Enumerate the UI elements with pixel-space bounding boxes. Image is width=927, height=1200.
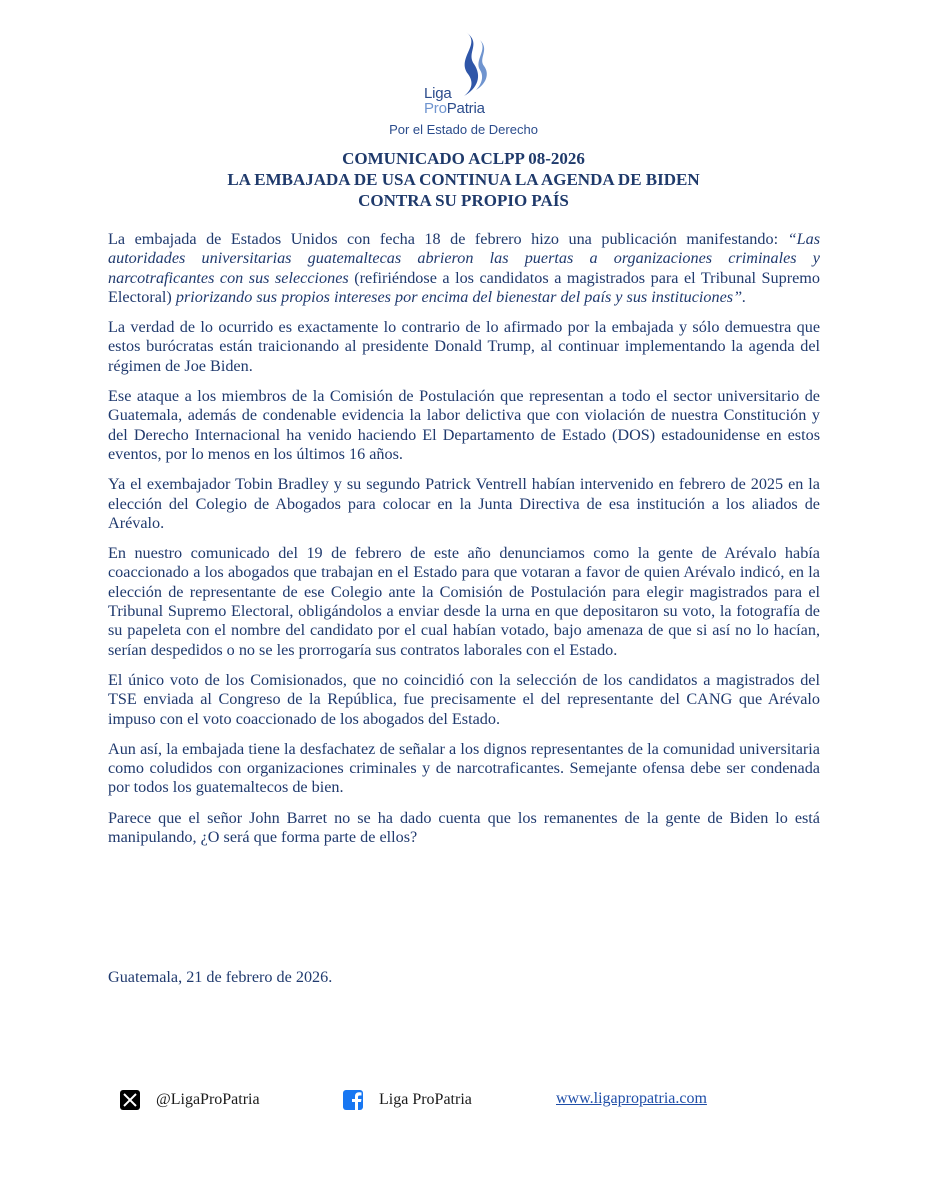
document-body [108, 230, 820, 858]
headline-line1: COMUNICADO ACLPP 08-2026 [342, 149, 585, 168]
headline [0, 148, 927, 211]
headline-line3: CONTRA SU PROPIO PAÍS [358, 191, 569, 210]
logo-name-pro: Pro [424, 100, 447, 117]
logo-name-patria: Patria [446, 100, 485, 117]
paragraph-7: Aun así, la embajada tiene la desfachatez de señalar a los dignos representantes de la comunidad universitaria como coludidos con organizaciones criminales y de narcotraficantes. Semejante ofensa debe ser condenada por todos los guatemaltecos de bien. [108, 739, 820, 797]
x-handle: @LigaProPatria [156, 1091, 260, 1108]
paragraph-6: El único voto de los Comisionados, que no coincidió con la selección de los candidatos a magistrados del TSE enviada al Congreso de la República, fue precisamente el del representante del CANG que Arévalo impuso con el voto coaccionado de los abogados del Estado. [108, 670, 820, 728]
facebook-link[interactable] [343, 1090, 472, 1110]
signoff-date: Guatemala, 21 de febrero de 2026. [108, 968, 333, 986]
tagline: Por el Estado de Derecho [389, 122, 538, 137]
paragraph-5: En nuestro comunicado del 19 de febrero de este año denunciamos como la gente de Arévalo había coaccionado a los abogados que trabajan en el Estado para que votaran a favor de quien Arévalo indicó, en la elección de representante de ese Colegio ante la Comisión de Postulación para elegir magistrados para el Tribunal Supremo Electoral, obligándolos a enviar desde la urna en que depositaron su voto, la fotografía de su papeleta con el nombre del candidato por el cual habían votado, bajo amenaza de que si así no lo hacían, serían despedidos o no se les prorrogaría sus contratos laborales con el Estado. [108, 544, 820, 659]
paragraph-4: Ya el exembajador Tobin Bradley y su segundo Patrick Ventrell habían intervenido en febrero de 2025 en la elección del Colegio de Abogados para colocar en la Junta Directiva de esa institución a los aliados de Arévalo. [108, 475, 820, 532]
paragraph-1-aside: (refiriéndose a los candidatos a magistrados para el Tribunal Supremo Electoral) [108, 268, 820, 306]
x-link[interactable] [120, 1090, 260, 1110]
flame-logo-icon [452, 28, 492, 98]
paragraph-1 [108, 230, 820, 307]
logo-name-line2 [424, 101, 485, 116]
paragraph-1-intro: La embajada de Estados Unidos con fecha 18 de febrero hizo una publicación manifestando: [108, 230, 788, 248]
logo-name-line1: Liga [424, 85, 452, 102]
website-link[interactable]: www.ligapropatria.com [556, 1090, 707, 1107]
paragraph-8: Parece que el señor John Barret no se ha dado cuenta que los remanentes de la gente de Biden lo está manipulando, ¿O será que forma parte de ellos? [108, 808, 820, 847]
paragraph-3: Ese ataque a los miembros de la Comisión de Postulación que representan a todo el sector universitario de Guatemala, además de condenable evidencia la labor delictiva que con violación de nuestra Constitución y del Derecho Internacional ha venido haciendo El Departamento de Estado (DOS) estadounidense en estos eventos, por lo menos en los últimos 16 años. [108, 387, 820, 463]
paragraph-1-quote-end: priorizando sus propios intereses por encima del bienestar del país y sus instituciones”. [175, 287, 747, 306]
headline-line2: LA EMBAJADA DE USA CONTINUA LA AGENDA DE BIDEN [227, 170, 700, 189]
paragraph-1-quote: “Las autoridades universitarias guatemaltecas abrieron las puertas a organizaciones criminales y narcotraficantes con sus selecciones [108, 230, 820, 287]
facebook-icon [343, 1090, 363, 1110]
footer [0, 1090, 927, 1116]
x-icon [120, 1090, 140, 1110]
paragraph-2: La verdad de lo ocurrido es exactamente lo contrario de lo afirmado por la embajada y sólo demuestra que estos burócratas están traicionando al presidente Donald Trump, al continuar implementando la agenda del régimen de Joe Biden. [108, 318, 820, 375]
facebook-name: Liga ProPatria [379, 1091, 472, 1108]
